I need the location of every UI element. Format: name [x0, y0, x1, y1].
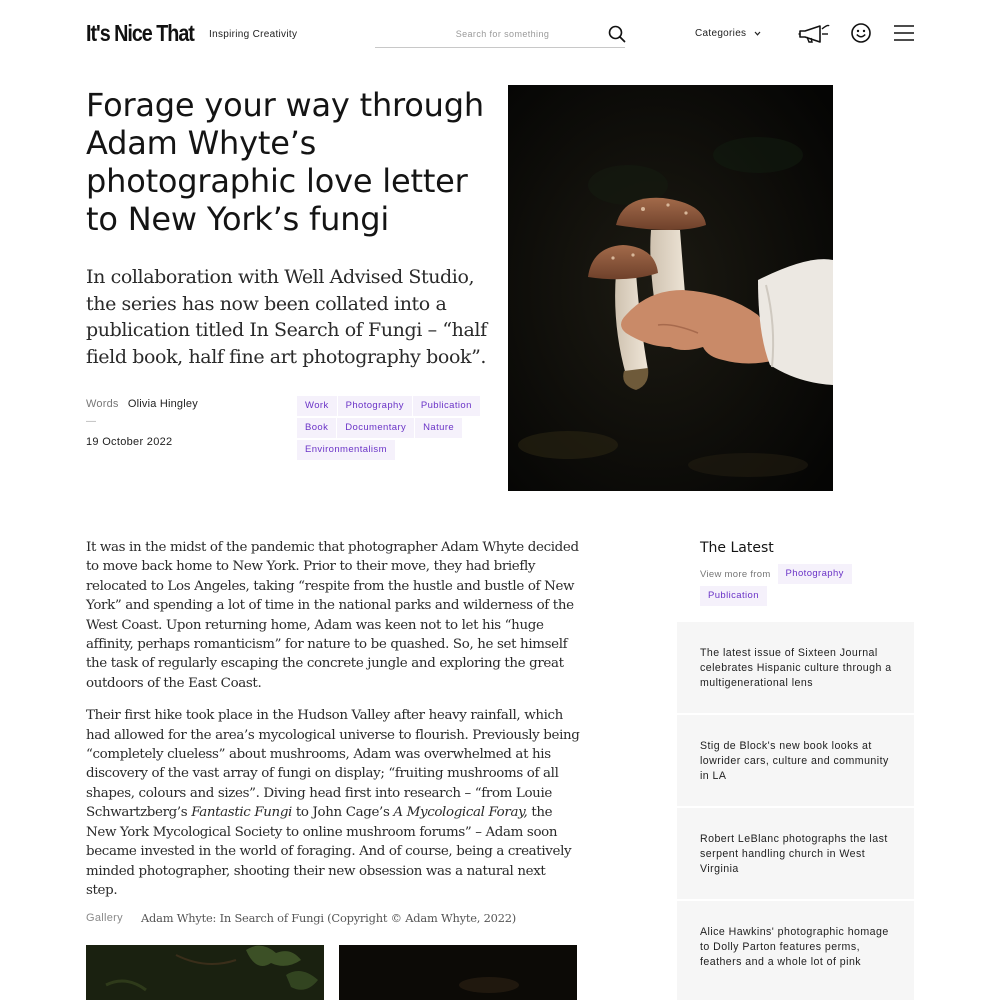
latest-heading: The Latest — [700, 540, 774, 556]
publish-date: 19 October 2022 — [86, 436, 173, 448]
gallery-label: Gallery — [86, 912, 123, 924]
view-more-from — [700, 564, 900, 607]
categories-label: Categories — [695, 28, 747, 39]
search-bar — [375, 20, 625, 48]
tag-photography[interactable]: Photography — [338, 396, 412, 416]
tag-book[interactable]: Book — [297, 418, 336, 438]
gallery-thumbnail[interactable] — [339, 945, 577, 1000]
author-link[interactable]: Olivia Hingley — [127, 398, 198, 410]
hamburger-menu-icon[interactable] — [893, 24, 915, 47]
words-label: Words — [86, 398, 119, 410]
tag-publication[interactable]: Publication — [413, 396, 480, 416]
search-input[interactable] — [375, 24, 590, 44]
view-more-tag-photography[interactable]: Photography — [778, 564, 852, 584]
body-paragraph: It was in the midst of the pandemic that photographer Adam Whyte decided to move back home to New York. Prior to their move, they had briefly relocated to Los Angeles, taking “respite from the hustle and bustle of New York” and spending a lot of time in the national parks and wilderness of the West Coast. Upon returning home, Adam was keen not to let his “huge affinity, perhaps romanticism” for nature to be quashed. So, he set himself the task of regularly escaping the concrete jungle and exploring the great outdoors of the East Coast. — [86, 540, 579, 691]
latest-article-card[interactable] — [677, 901, 914, 1000]
byline — [86, 398, 198, 410]
book-title-mycological-foray: A Mycological Foray, — [393, 805, 528, 821]
view-more-tag-publication[interactable]: Publication — [700, 586, 767, 606]
body-paragraph — [86, 706, 580, 900]
article-title: Forage your way through Adam Whyte’s photographic love letter to New York’s fungi — [86, 86, 484, 238]
tag-environmentalism[interactable]: Environmentalism — [297, 440, 395, 460]
hero-image-mushrooms — [508, 85, 833, 491]
latest-article-card[interactable] — [677, 622, 914, 713]
article-tags — [297, 396, 497, 461]
article-body — [86, 538, 580, 913]
gallery-caption: Adam Whyte: In Search of Fungi (Copyright © Adam Whyte, 2022) — [141, 911, 517, 925]
paragraph-text: Their first hike took place in the Hudson Valley after heavy rainfall, which had allowed for the area’s mycological universe to flourish. Previously being “completely clueless” about mushrooms, Adam was overwhelmed at his discovery of the vast array of fungi on display; “fruiting mushrooms of all shapes, colours and sizes”. Diving head first into research – “from Louie Schwartzberg’s — [86, 708, 580, 821]
smiley-face-icon[interactable] — [850, 22, 872, 49]
site-tagline: Inspiring Creativity — [209, 29, 298, 40]
tag-documentary[interactable]: Documentary — [337, 418, 414, 438]
book-title-fantastic-fungi: Fantastic Fungi — [191, 805, 292, 821]
megaphone-icon[interactable] — [798, 22, 830, 49]
latest-article-title: The latest issue of Sixteen Journal celebrates Hispanic culture through a multigenerational lens — [700, 647, 892, 689]
latest-article-title: Alice Hawkins' photographic homage to Dolly Parton features perms, feathers and a whole lot of pink — [700, 926, 889, 968]
paragraph-text: the New York Mycological Society to online mushroom forums” – Adam soon became invested in the world of foraging. And of course, being a creatively minded photographer, shooting their new obsession was a natural next step. — [86, 805, 572, 898]
view-more-label: View more from — [700, 568, 771, 580]
byline-separator: — — [86, 416, 96, 427]
chevron-down-icon — [754, 28, 761, 39]
latest-article-card[interactable] — [677, 808, 914, 899]
paragraph-text: to John Cage’s — [291, 805, 394, 821]
tag-nature[interactable]: Nature — [415, 418, 462, 438]
article-standfirst: In collaboration with Well Advised Studio, the series has now been collated into a publication titled In Search of Fungi – “half field book, half fine art photography book”. — [86, 266, 487, 368]
gallery-thumbnail[interactable] — [86, 945, 324, 1000]
tag-work[interactable]: Work — [297, 396, 337, 416]
latest-article-card[interactable] — [677, 715, 914, 806]
categories-menu[interactable] — [695, 28, 761, 39]
search-icon[interactable] — [608, 25, 626, 43]
latest-article-title: Stig de Block's new book looks at lowrider cars, culture and community in LA — [700, 740, 889, 782]
site-logo[interactable]: It's Nice That — [86, 20, 194, 46]
latest-article-title: Robert LeBlanc photographs the last serpent handling church in West Virginia — [700, 833, 888, 875]
